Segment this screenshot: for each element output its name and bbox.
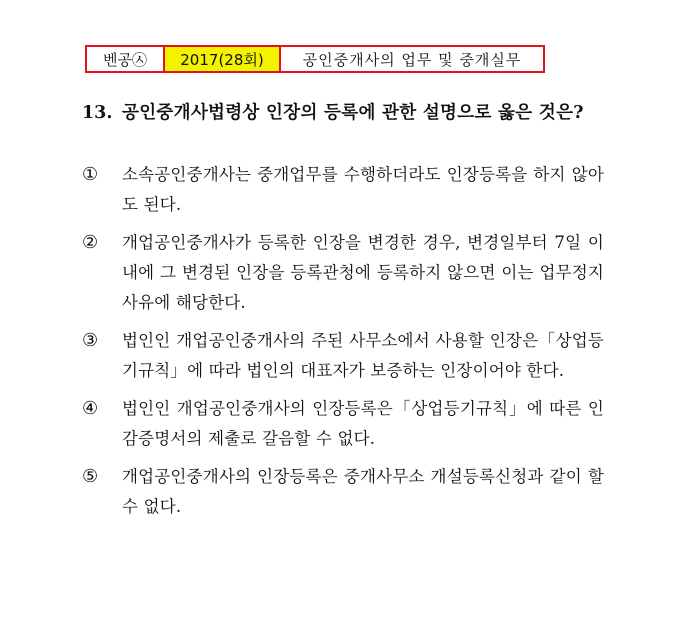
question-text: 공인중개사법령상 인장의 등록에 관한 설명으로 옳은 것은? [122,103,584,123]
header-category: 벤공㉦ [103,50,147,69]
choice-marker: ④ [82,398,99,419]
choice-marker: ⑤ [82,466,99,487]
choice-item [82,326,604,386]
choice-item [82,160,604,220]
choice-item [82,394,604,454]
choice-list [82,160,604,530]
choice-text: 개업공인중개사의 인장등록은 중개사무소 개설등록신청과 같이 할 수 없다. [122,467,604,516]
choice-marker: ③ [82,330,99,351]
choice-item [82,462,604,522]
header-year-round: 2017(28회) [163,47,281,71]
exam-header [85,45,545,73]
choice-marker: ② [82,232,99,253]
choice-text: 소속공인중개사는 중개업무를 수행하더라도 인장등록을 하지 않아도 된다. [122,165,604,214]
question-number: 13. [82,103,113,123]
choice-marker: ① [82,164,99,185]
choice-text: 개업공인중개사가 등록한 인장을 변경한 경우, 변경일부터 7일 이내에 그 변경된 인장을 등록관청에 등록하지 않으면 이는 업무정지사유에 해당한다. [122,233,604,312]
question-stem [82,98,602,128]
header-subject: 공인중개사의 업무 및 중개실무 [302,50,522,69]
choice-text: 법인인 개업공인중개사의 주된 사무소에서 사용할 인장은「상업등기규칙」에 따라 법인의 대표자가 보증하는 인장이어야 한다. [122,331,604,380]
choice-item [82,228,604,318]
choice-text: 법인인 개업공인중개사의 인장등록은「상업등기규칙」에 따른 인감증명서의 제출로 갈음할 수 없다. [122,399,604,448]
